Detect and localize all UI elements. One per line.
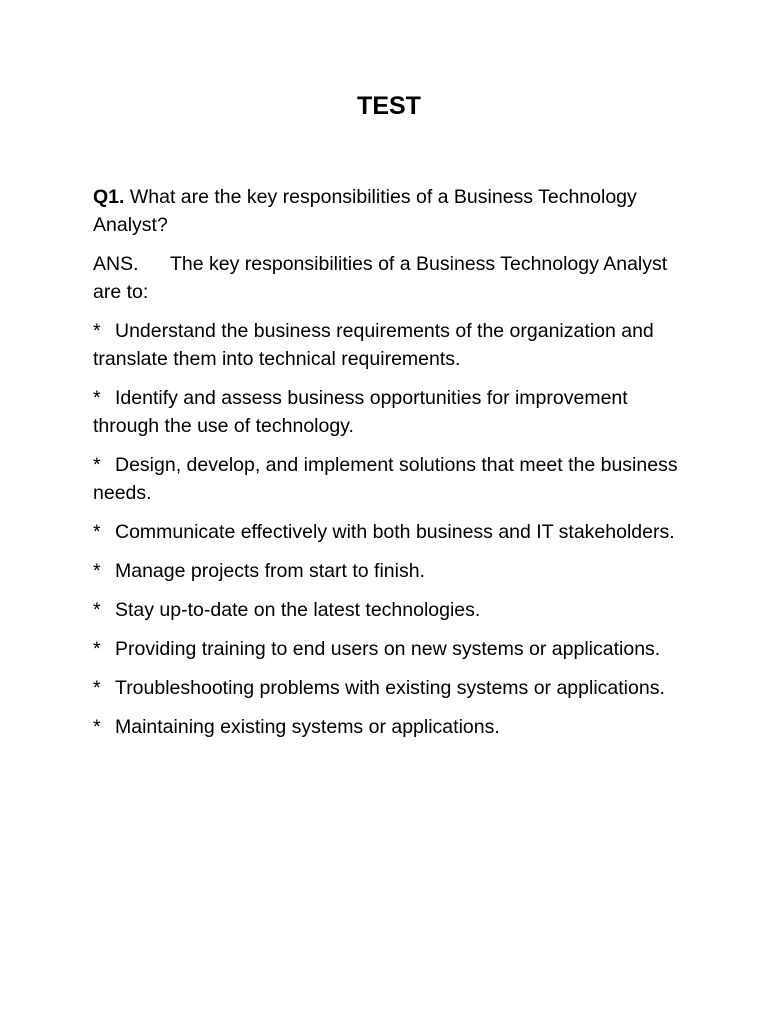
bullet-marker: * <box>93 454 101 476</box>
list-item <box>93 596 693 624</box>
list-item-text: Troubleshooting problems with existing systems or applications. <box>115 677 665 699</box>
bullet-marker: * <box>93 599 101 621</box>
bullet-marker: * <box>93 320 101 342</box>
answer-label: ANS. <box>93 253 139 275</box>
bullet-marker: * <box>93 560 101 582</box>
bullet-marker: * <box>93 716 101 738</box>
list-item-text: Maintaining existing systems or applications. <box>115 716 500 738</box>
list-item-text: Understand the business requirements of the organization and translate them into technical requirements. <box>93 320 654 370</box>
list-item <box>93 518 693 546</box>
bullet-marker: * <box>93 387 101 409</box>
answer-intro-text: The key responsibilities of a Business Technology Analyst are to: <box>93 253 668 303</box>
list-item <box>93 674 693 702</box>
bullet-marker: * <box>93 521 101 543</box>
document-body <box>93 183 693 752</box>
bullet-marker: * <box>93 638 101 660</box>
document-title: TEST <box>357 92 421 120</box>
list-item-text: Design, develop, and implement solutions that meet the business needs. <box>93 454 678 504</box>
list-item <box>93 635 693 663</box>
question-label: Q1. <box>93 186 125 208</box>
question-paragraph <box>93 183 693 239</box>
bullet-marker: * <box>93 677 101 699</box>
list-item-text: Manage projects from start to finish. <box>115 560 425 582</box>
question-text: What are the key responsibilities of a Business Technology Analyst? <box>93 186 637 236</box>
list-item <box>93 713 693 741</box>
list-item-text: Stay up-to-date on the latest technologies. <box>115 599 481 621</box>
list-item <box>93 451 693 507</box>
list-item <box>93 384 693 440</box>
list-item-text: Identify and assess business opportunities for improvement through the use of technology. <box>93 387 628 437</box>
list-item <box>93 317 693 373</box>
answer-paragraph <box>93 250 693 306</box>
list-item <box>93 557 693 585</box>
list-item-text: Providing training to end users on new systems or applications. <box>115 638 661 660</box>
list-item-text: Communicate effectively with both business and IT stakeholders. <box>115 521 675 543</box>
